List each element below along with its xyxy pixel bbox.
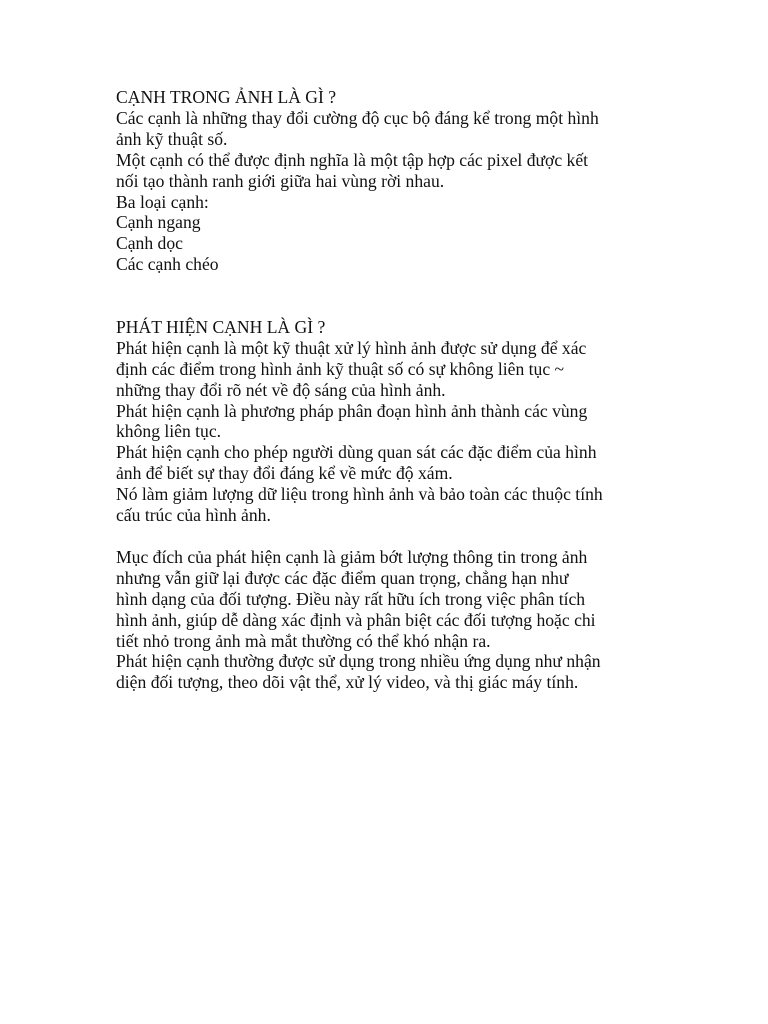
paragraph-line: diện đối tượng, theo dõi vật thể, xử lý video, và thị giác máy tính.	[116, 672, 579, 693]
section-heading: PHÁT HIỆN CẠNH LÀ GÌ ?	[116, 316, 326, 337]
paragraph-line: Phát hiện cạnh cho phép người dùng quan sát các đặc điểm của hình	[116, 442, 597, 463]
section-heading: CẠNH TRONG ẢNH LÀ GÌ ?	[116, 87, 337, 107]
list-item: Cạnh dọc	[116, 233, 183, 254]
section-purpose	[116, 547, 656, 693]
list-item: Các cạnh chéo	[116, 254, 219, 275]
paragraph-line: cấu trúc của hình ảnh.	[116, 505, 271, 526]
paragraph-line: Các cạnh là những thay đổi cường độ cục bộ đáng kể trong một hình	[116, 107, 599, 128]
paragraph-line: ảnh kỹ thuật số.	[116, 128, 228, 149]
paragraph-line: Ba loại cạnh:	[116, 191, 209, 212]
paragraph-line: Phát hiện cạnh là phương pháp phân đoạn hình ảnh thành các vùng	[116, 400, 588, 421]
paragraph-line: nhưng vẫn giữ lại được các đặc điểm quan trọng, chẳng hạn như	[116, 567, 569, 588]
document-body	[116, 87, 656, 693]
paragraph-line: ảnh để biết sự thay đổi đáng kể về mức độ xám.	[116, 463, 453, 484]
list-item: Cạnh ngang	[116, 212, 201, 233]
paragraph-line: Mục đích của phát hiện cạnh là giảm bớt lượng thông tin trong ảnh	[116, 546, 588, 567]
paragraph-line: những thay đổi rõ nét về độ sáng của hình ảnh.	[116, 379, 446, 400]
paragraph-line: hình ảnh, giúp dễ dàng xác định và phân biệt các đối tượng hoặc chi	[116, 609, 596, 630]
paragraph-line: Phát hiện cạnh là một kỹ thuật xử lý hình ảnh được sử dụng để xác	[116, 337, 587, 358]
paragraph-line: Một cạnh có thể được định nghĩa là một tập hợp các pixel được kết	[116, 149, 589, 170]
paragraph-line: định các điểm trong hình ảnh kỹ thuật số có sự không liên tục ~	[116, 358, 565, 379]
section-edge-detection	[116, 317, 656, 526]
paragraph-line: không liên tục.	[116, 421, 222, 442]
paragraph-line: nối tạo thành ranh giới giữa hai vùng rời nhau.	[116, 170, 445, 191]
paragraph-line: hình dạng của đối tượng. Điều này rất hữu ích trong việc phân tích	[116, 588, 586, 609]
paragraph-line: Phát hiện cạnh thường được sử dụng trong nhiều ứng dụng như nhận	[116, 651, 601, 672]
section-edges-definition	[116, 87, 656, 275]
paragraph-line: tiết nhỏ trong ảnh mà mắt thường có thể khó nhận ra.	[116, 630, 491, 651]
paragraph-line: Nó làm giảm lượng dữ liệu trong hình ảnh và bảo toàn các thuộc tính	[116, 484, 603, 505]
